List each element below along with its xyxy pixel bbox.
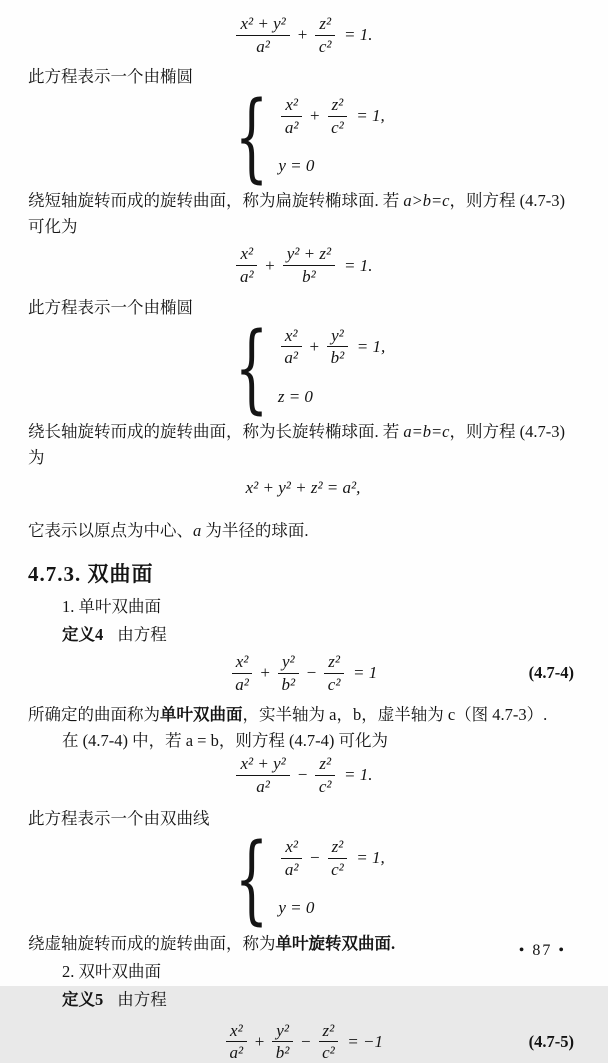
- system-line-2: y = 0: [278, 156, 315, 176]
- term-rotation-hyperboloid: 单叶旋转双曲面: [275, 933, 391, 953]
- definition-5-label: 定义5: [62, 989, 104, 1009]
- paragraph-hyperbola-intro: 此方程表示一个由双曲线: [28, 809, 210, 829]
- equation-rotation-hyperboloid: $\frac{\text{x² + y²}}{\text{a²}}$ − $\frac{\text{z²}}{\text{c²}}$ = 1.: [28, 754, 578, 796]
- paragraph-prolate-cont: 为: [28, 447, 45, 467]
- paragraph-sphere: 它表示以原点为中心、a 为半径的球面.: [28, 520, 309, 540]
- paragraph-ellipse-intro-2: 此方程表示一个由椭圆: [28, 297, 193, 317]
- subheading-one-sheet: 1. 单叶双曲面: [62, 596, 161, 616]
- definition-4-label: 定义4: [62, 624, 104, 644]
- equation-sphere: x² + y² + z² = a²,: [245, 477, 361, 497]
- fraction-numerator: z²: [315, 14, 335, 36]
- paragraph-oblate: 绕短轴旋转而成的旋转曲面，称为扁旋转椭球面. 若 a>b=c，则方程 (4.7-3): [28, 191, 565, 211]
- equation-oblate-spheroid: [28, 14, 578, 56]
- brace-glyph: {: [234, 311, 269, 424]
- equation-prolate-spheroid: $\frac{\text{x²}}{\text{a²}}$ + $\frac{\text{y² + z²}}{\text{b²}}$ = 1.: [28, 244, 578, 286]
- fraction: [236, 14, 289, 56]
- system-line-1: $\frac{\text{x²}}{\text{a²}}$ + $\frac{\text{y²}}{\text{b²}}$ = 1,: [278, 326, 385, 368]
- equation-system-3: [28, 823, 578, 936]
- equation-4-7-5: $\frac{\text{x²}}{\text{a²}}$ + $\frac{\text{y²}}{\text{b²}}$ − $\frac{\text{z²}}{\text{c²}}$ = −1 (4.7-5): [28, 1021, 578, 1063]
- system-line-2: y = 0: [278, 898, 315, 918]
- equation-system-1: [28, 81, 578, 194]
- paragraph-a-equals-b: 在 (4.7-4) 中，若 a = b，则方程 (4.7-4) 可化为: [62, 731, 388, 751]
- fraction-numerator: x² + y²: [236, 14, 289, 36]
- term-one-sheet-hyperboloid: 单叶双曲面: [160, 705, 243, 725]
- paragraph-one-sheet-def: 所确定的曲面称为单叶双曲面，实半轴为 a，b，虚半轴为 c（图 4.7-3）.: [28, 705, 548, 725]
- system-line-1: $\frac{\text{x²}}{\text{a²}}$ + $\frac{\text{z²}}{\text{c²}}$ = 1,: [278, 95, 384, 137]
- brace-glyph: {: [234, 81, 269, 194]
- equation-number: (4.7-4): [528, 663, 574, 683]
- equation-rhs: = 1.: [344, 25, 373, 45]
- inline-math: a=b=c: [403, 421, 450, 441]
- inline-math: a: [193, 520, 202, 540]
- system-line-2: z = 0: [277, 386, 313, 406]
- operator: +: [297, 25, 308, 45]
- definition-5: 定义5 由方程: [62, 989, 167, 1009]
- equation-system-2: [28, 311, 578, 424]
- equation-4-7-4: $\frac{\text{x²}}{\text{a²}}$ + $\frac{\text{y²}}{\text{b²}}$ − $\frac{\text{z²}}{\text{c²}}$ = 1 (4.7-4): [28, 652, 578, 694]
- page-number: • 87 •: [518, 942, 566, 959]
- subheading-two-sheet: 2. 双叶双曲面: [62, 961, 161, 981]
- section-heading-4-7-3: 4.7.3. 双曲面: [28, 561, 154, 586]
- equation-number: (4.7-5): [528, 1031, 574, 1051]
- fraction: [315, 14, 335, 56]
- paragraph-prolate: 绕长轴旋转而成的旋转曲面，称为长旋转椭球面. 若 a=b=c，则方程 (4.7-3): [28, 421, 565, 441]
- fraction-denominator: a²: [256, 36, 270, 56]
- system-line-1: $\frac{\text{x²}}{\text{a²}}$ − $\frac{\text{z²}}{\text{c²}}$ = 1,: [278, 837, 384, 879]
- brace-glyph: {: [234, 823, 269, 936]
- paragraph-oblate-cont: 可化为: [28, 217, 78, 237]
- paragraph-ellipse-intro-1: 此方程表示一个由椭圆: [28, 67, 193, 87]
- inline-math: a>b=c: [403, 191, 450, 211]
- definition-4: 定义4 由方程: [62, 624, 167, 644]
- paragraph-rotation-hyperboloid: 绕虚轴旋转而成的旋转曲面，称为单叶旋转双曲面.: [28, 933, 396, 953]
- fraction-denominator: c²: [318, 36, 332, 56]
